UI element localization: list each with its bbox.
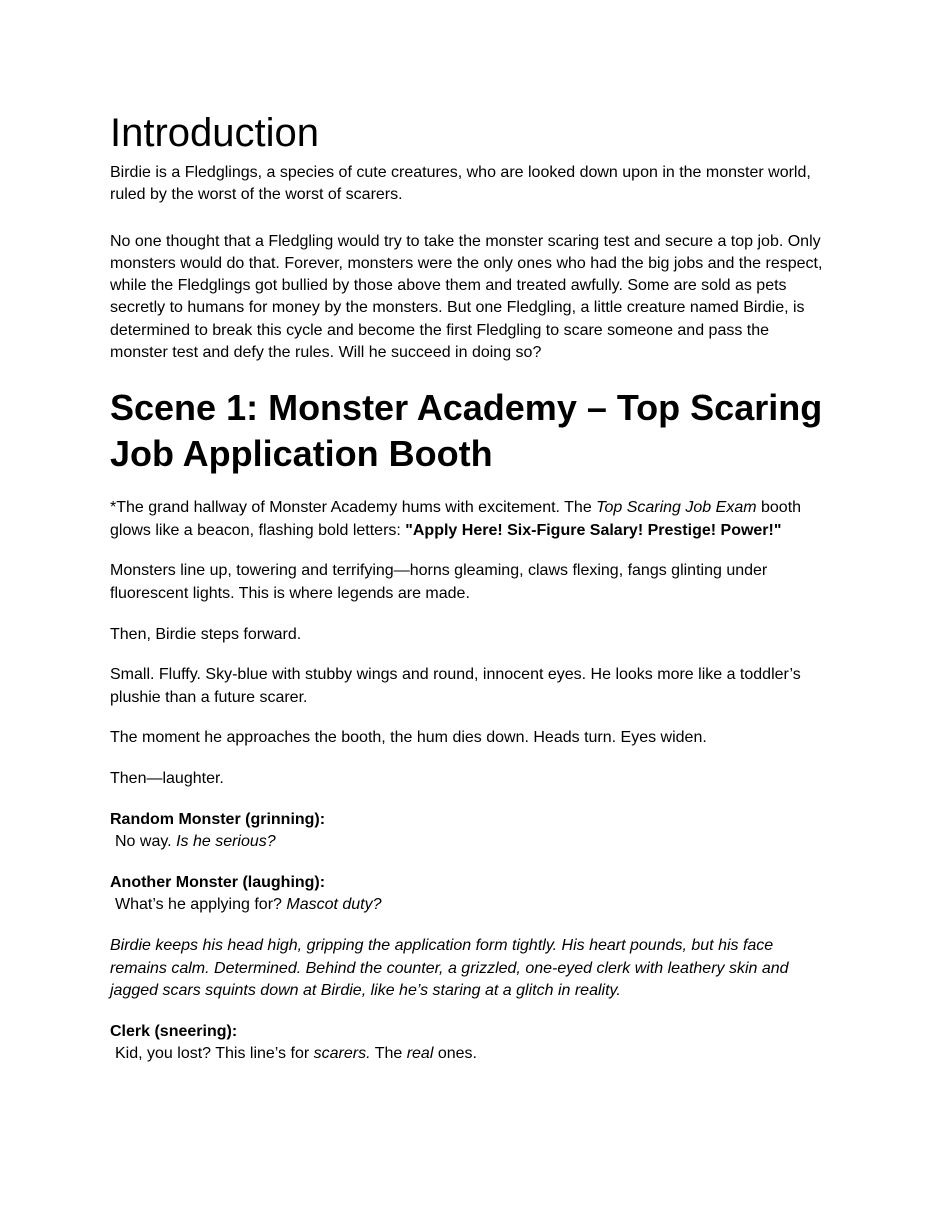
- dialogue-text: No way.: [115, 833, 177, 851]
- speaker-label: Clerk (sneering):: [110, 1022, 238, 1040]
- intro-paragraph-1: Birdie is a Fledglings, a species of cute creatures, who are looked down upon in the monster world, ruled by the worst of the worst of scarers.: [110, 164, 811, 204]
- speaker-label: Random Monster (grinning):: [110, 811, 326, 829]
- speaker-label: Another Monster (laughing):: [110, 874, 326, 892]
- dialogue-line: [110, 833, 276, 850]
- scene-1-p1-bold: "Apply Here! Six-Figure Salary! Prestige! Power!": [405, 521, 782, 539]
- scene-1-p1-italic: Top Scaring Job Exam: [596, 499, 757, 517]
- dialogue-italic: Mascot duty?: [286, 896, 382, 914]
- dialogue-another-monster: [110, 872, 830, 917]
- dialogue-text-c: ones.: [433, 1044, 477, 1062]
- scene-1-paragraph-4: Small. Fluffy. Sky-blue with stubby wings and round, innocent eyes. He looks more like a toddler’s plushie than a future scarer.: [110, 666, 801, 706]
- scene-1-paragraph-3: Then, Birdie steps forward.: [110, 625, 302, 643]
- scene-1-paragraph-5: The moment he approaches the booth, the hum dies down. Heads turn. Eyes widen.: [110, 729, 707, 747]
- dialogue-line: [110, 1045, 477, 1062]
- scene-1-p1-text-b: booth glows like a beacon, flashing bold letters:: [110, 499, 802, 539]
- scene-1-paragraph-1: [110, 497, 830, 542]
- dialogue-random-monster: [110, 809, 830, 854]
- scene-1-p1-text-a: *The grand hallway of Monster Academy hums with excitement. The: [110, 499, 597, 517]
- dialogue-italic-1: scarers.: [313, 1044, 371, 1062]
- dialogue-italic: Is he serious?: [176, 833, 276, 851]
- intro-heading: Introduction: [110, 111, 320, 155]
- intro-paragraph-2: No one thought that a Fledgling would try to take the monster scaring test and secure a top job. Only monsters would do that. Forever, monsters were the only ones who had the big jobs and the respect, while the Fledglings got bullied by those above them and treated awfully. Some are sold as pets secretly to humans for money by the monsters. But one Fledgling, a little creature named Birdie, is determined to break this cycle and become the first Fledgling to scare someone and pass the monster test and defy the rules. Will he succeed in doing so?: [110, 232, 823, 362]
- dialogue-clerk: [110, 1021, 830, 1066]
- dialogue-text: What’s he applying for?: [115, 896, 287, 914]
- dialogue-text-b: The: [370, 1044, 407, 1062]
- dialogue-italic-2: real: [406, 1044, 434, 1062]
- action-description: Birdie keeps his head high, gripping the application form tightly. His heart pounds, but his face remains calm. Determined. Behind the counter, a grizzled, one-eyed clerk with leathery skin and jagged scars squints down at Birdie, like he’s staring at a glitch in reality.: [110, 937, 789, 999]
- dialogue-line: [110, 896, 382, 913]
- scene-1-paragraph-2: Monsters line up, towering and terrifying—horns gleaming, claws flexing, fangs glinting under fluorescent lights. This is where legends are made.: [110, 562, 768, 602]
- scene-1-heading: Scene 1: Monster Academy – Top Scaring Job Application Booth: [110, 387, 823, 475]
- scene-1-paragraph-6: Then—laughter.: [110, 770, 224, 788]
- dialogue-text-a: Kid, you lost? This line’s for: [115, 1044, 314, 1062]
- document-page: [110, 108, 830, 1065]
